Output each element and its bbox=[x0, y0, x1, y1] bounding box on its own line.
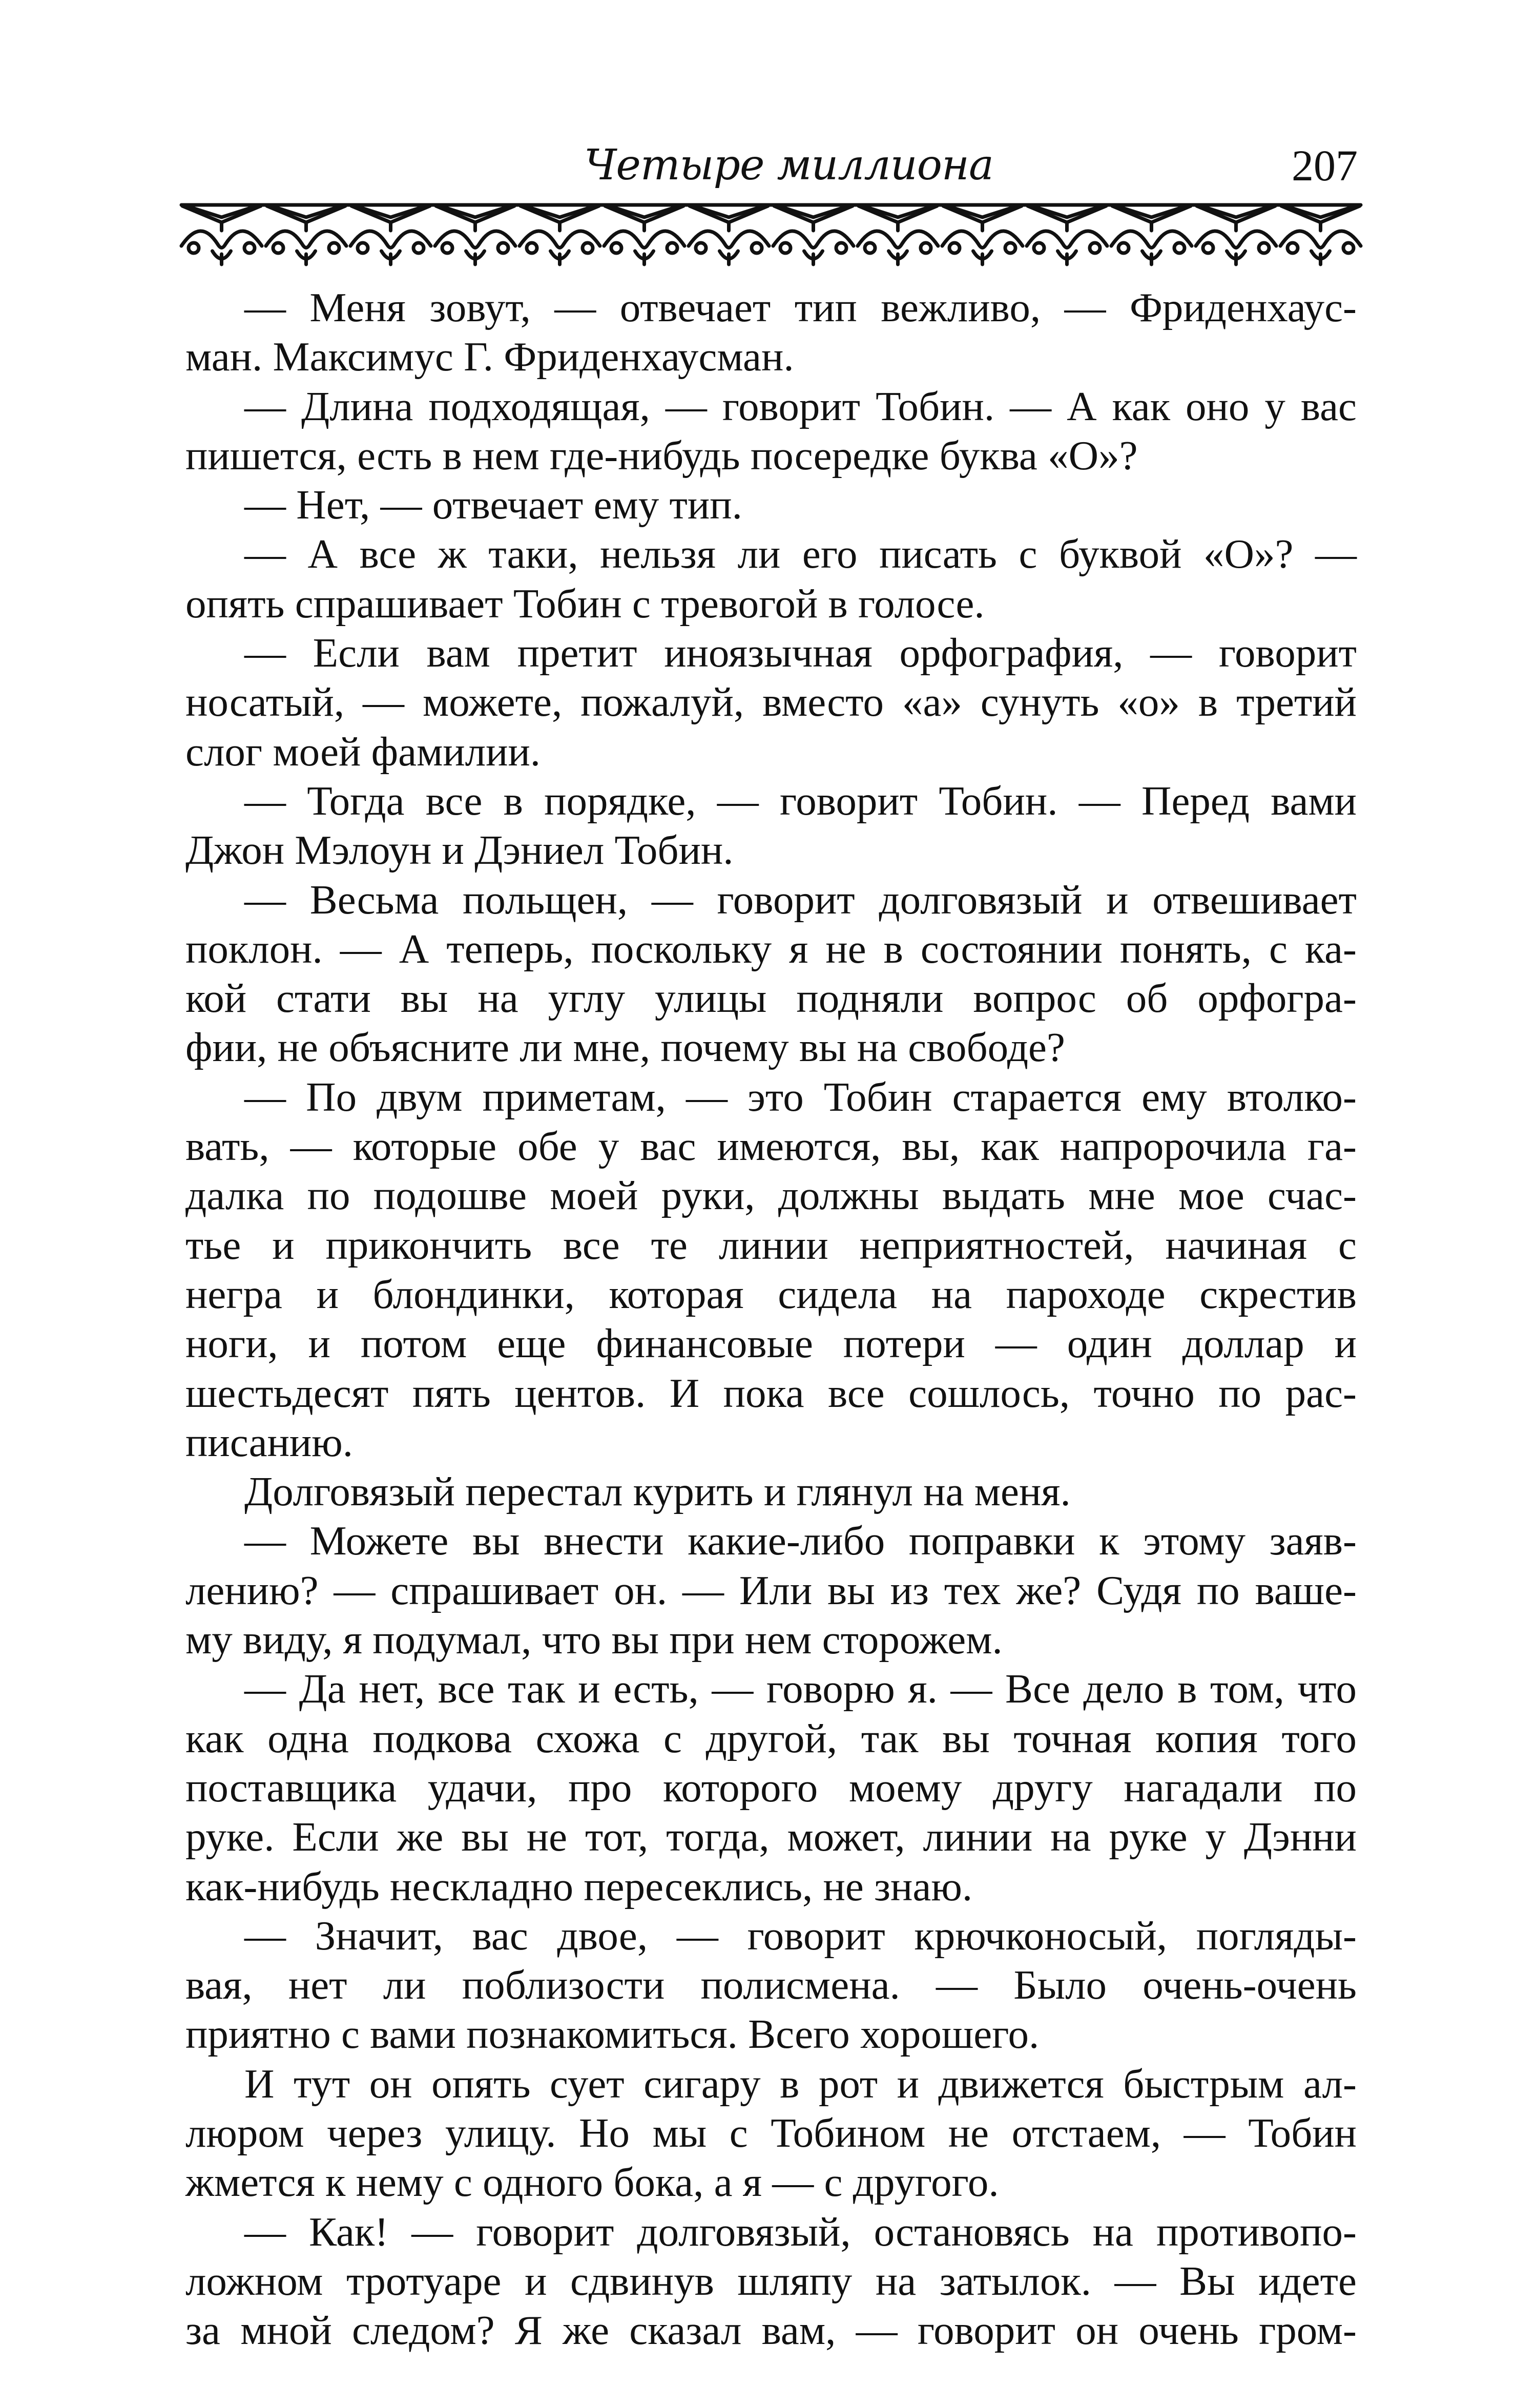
text-line: — По двум приметам, — это Тобин старается ему втолко- bbox=[244, 1073, 1357, 1120]
text-line: поставщика удачи, про которого моему другу нагадали по bbox=[185, 1764, 1357, 1811]
text-line: тье и прикончить все те линии неприятностей, начиная с bbox=[185, 1221, 1357, 1268]
text-line: люром через улицу. Но мы с Тобином не отстаем, — Тобин bbox=[185, 2109, 1357, 2156]
text-line: за мной следом? Я же сказал вам, — говорит он очень гром- bbox=[185, 2307, 1357, 2354]
decorative-border-ornament bbox=[179, 201, 1363, 267]
text-line: — Нет, — отвечает ему тип. bbox=[244, 482, 742, 528]
text-line: далка по подошве моей руки, должны выдать мне мое счас- bbox=[185, 1172, 1357, 1219]
text-line: — Можете вы внести какие-либо поправки к этому заяв- bbox=[244, 1518, 1357, 1564]
running-head bbox=[184, 137, 1358, 199]
text-line: — А все ж таки, нельзя ли его писать с буквой «О»? — bbox=[244, 531, 1357, 577]
text-line: опять спрашивает Тобин с тревогой в голосе. bbox=[185, 580, 985, 627]
text-line: вая, нет ли поблизости полисмена. — Было очень-очень bbox=[185, 1962, 1357, 2008]
page-number: 207 bbox=[1292, 141, 1358, 190]
text-line: негра и блондинки, которая сидела на пароходе скрестив bbox=[185, 1271, 1357, 1317]
text-line: — Длина подходящая, — говорит Тобин. — А как оно у вас bbox=[244, 383, 1357, 429]
text-line: лению? — спрашивает он. — Или вы из тех же? Судя по ваше- bbox=[185, 1567, 1357, 1613]
text-line: слог моей фамилии. bbox=[185, 728, 541, 775]
text-line: как одна подкова схожа с другой, так вы точная копия того bbox=[185, 1715, 1357, 1761]
text-line: Долговязый перестал курить и глянул на меня. bbox=[244, 1468, 1071, 1515]
text-line: носатый, — можете, пожалуй, вместо «а» сунуть «о» в третий bbox=[185, 679, 1357, 725]
text-line: приятно с вами познакомиться. Всего хорошего. bbox=[185, 2011, 1040, 2058]
text-line: — Значит, вас двое, — говорит крючконосый, погляды- bbox=[244, 1912, 1357, 1959]
text-line: руке. Если же вы не тот, тогда, может, линии на руке у Дэнни bbox=[185, 1814, 1357, 1860]
text-line: кой стати вы на углу улицы подняли вопрос об орфогра- bbox=[185, 975, 1357, 1022]
text-line: ложном тротуаре и сдвинув шляпу на затылок. — Вы идете bbox=[185, 2257, 1357, 2304]
text-line: — Меня зовут, — отвечает тип вежливо, — Фриденхаус- bbox=[244, 284, 1357, 330]
text-line: поклон. — А теперь, поскольку я не в состоянии понять, с ка- bbox=[185, 925, 1357, 972]
text-line: И тут он опять сует сигару в рот и движется быстрым ал- bbox=[244, 2060, 1357, 2107]
text-line: — Как! — говорит долговязый, остановясь на противопо- bbox=[244, 2208, 1357, 2255]
text-line: ноги, и потом еще финансовые потери — один доллар и bbox=[185, 1320, 1357, 1367]
text-line: ман. Максимус Г. Фриденхаусман. bbox=[185, 334, 794, 380]
text-line: — Весьма польщен, — говорит долговязый и отвешивает bbox=[244, 876, 1357, 923]
text-line: как-нибудь нескладно пересеклись, не знаю. bbox=[185, 1863, 973, 1909]
text-line: фии, не объясните ли мне, почему вы на свободе? bbox=[185, 1024, 1065, 1071]
body-text bbox=[185, 283, 1357, 2355]
text-line: му виду, я подумал, что вы при нем сторожем. bbox=[185, 1616, 1003, 1663]
text-line: Джон Мэлоун и Дэниел Тобин. bbox=[185, 827, 734, 874]
text-line: писанию. bbox=[185, 1419, 354, 1465]
text-line: — Если вам претит иноязычная орфография, — говорит bbox=[244, 630, 1357, 676]
text-line: жмется к нему с одного бока, а я — с другого. bbox=[185, 2159, 999, 2206]
text-line: — Да нет, все так и есть, — говорю я. — Все дело в том, что bbox=[244, 1666, 1357, 1712]
text-line: пишется, есть в нем где-нибудь посередке буква «О»? bbox=[185, 432, 1138, 479]
running-title: Четыре миллиона bbox=[584, 141, 993, 190]
text-line: вать, — которые обе у вас имеются, вы, как напророчила га- bbox=[185, 1123, 1357, 1170]
text-line: — Тогда все в порядке, — говорит Тобин. — Перед вами bbox=[244, 777, 1357, 824]
text-line: шестьдесят пять центов. И пока все сошлось, точно по рас- bbox=[185, 1369, 1357, 1416]
